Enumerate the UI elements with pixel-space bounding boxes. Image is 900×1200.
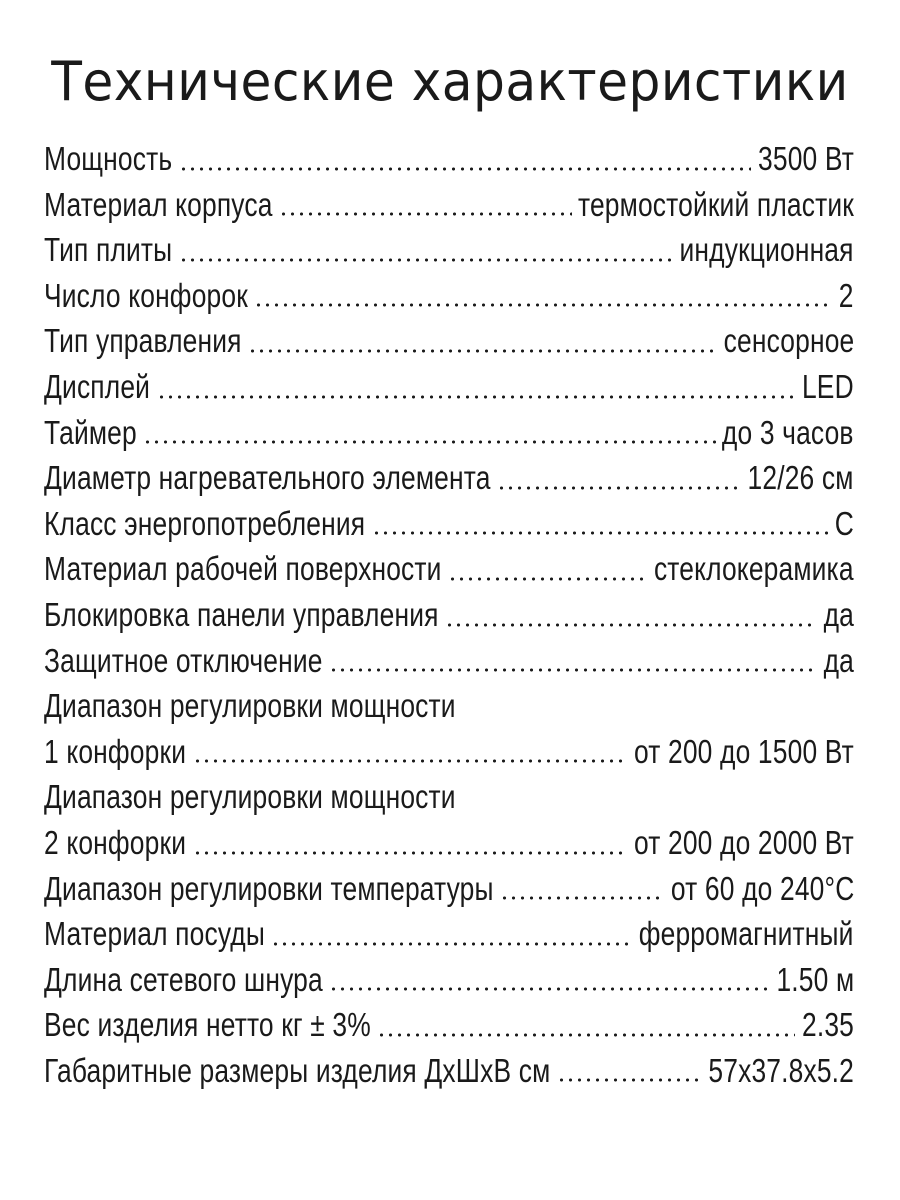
- spec-label: Защитное отключение: [44, 641, 323, 679]
- spec-value: 12/26 см: [747, 459, 854, 497]
- spec-value-wrap: [708, 1048, 854, 1094]
- spec-group-heading-text: Диапазон регулировки мощности: [44, 778, 456, 816]
- spec-row: [44, 182, 854, 228]
- spec-label: Материал посуды: [44, 915, 265, 953]
- spec-value-wrap: [823, 592, 854, 638]
- dot-leader: [254, 303, 833, 307]
- spec-row: [44, 546, 854, 592]
- spec-row: [44, 911, 854, 957]
- spec-label-wrap: [44, 592, 439, 638]
- spec-row: [44, 501, 854, 547]
- spec-value-wrap: [654, 546, 854, 592]
- spec-label: Блокировка панели управления: [44, 595, 439, 633]
- spec-label: Диапазон регулировки температуры: [44, 869, 494, 907]
- spec-label-wrap: [44, 638, 323, 684]
- dot-leader: [329, 987, 770, 991]
- spec-value: 57x37.8x5.2: [708, 1051, 854, 1089]
- spec-value-wrap: [757, 136, 854, 182]
- spec-value-wrap: [670, 866, 854, 912]
- spec-group-heading: [44, 683, 854, 729]
- spec-value-wrap: [802, 364, 854, 410]
- spec-row: [44, 729, 854, 775]
- dot-leader: [445, 623, 817, 627]
- dot-leader: [329, 668, 817, 672]
- spec-label-wrap: [44, 729, 187, 775]
- spec-value: до 3 часов: [722, 413, 854, 451]
- spec-row: [44, 1048, 854, 1094]
- spec-label: Тип управления: [44, 322, 242, 360]
- spec-label: Габаритные размеры изделия ДхШхВ см: [44, 1051, 551, 1089]
- spec-value: от 200 до 2000 Вт: [634, 823, 854, 861]
- spec-value: 1.50 м: [776, 960, 855, 998]
- spec-label-wrap: [44, 273, 248, 319]
- spec-label: Материал рабочей поверхности: [44, 550, 442, 588]
- spec-value: да: [823, 641, 854, 679]
- spec-value-wrap: [639, 911, 854, 957]
- spec-row: [44, 638, 854, 684]
- spec-value: термостойкий пластик: [578, 185, 854, 223]
- spec-row: [44, 957, 854, 1003]
- spec-label: Класс энергопотребления: [44, 504, 366, 542]
- spec-group-heading-text: Диапазон регулировки мощности: [44, 687, 456, 725]
- spec-label-wrap: [44, 318, 242, 364]
- spec-value: 3500 Вт: [757, 140, 854, 177]
- spec-value-wrap: [834, 501, 854, 547]
- spec-value-wrap: [801, 1002, 854, 1048]
- spec-row: [44, 820, 854, 866]
- page-title: Технические характеристики: [51, 50, 849, 113]
- dot-leader: [500, 896, 664, 900]
- dot-leader: [279, 212, 572, 216]
- dot-leader: [448, 577, 648, 581]
- spec-label: 1 конфорки: [44, 732, 187, 770]
- dot-leader: [157, 395, 796, 399]
- spec-label: Тип плиты: [44, 231, 173, 269]
- dot-leader: [271, 942, 633, 946]
- spec-label-wrap: [44, 501, 366, 547]
- spec-value-wrap: [776, 957, 854, 1003]
- spec-value: 2: [839, 276, 854, 314]
- spec-value: LED: [802, 367, 854, 405]
- spec-value-wrap: [823, 638, 854, 684]
- spec-row: [44, 455, 854, 501]
- spec-label: Материал корпуса: [44, 185, 273, 223]
- spec-label: Длина сетевого шнура: [44, 960, 323, 998]
- spec-value: ферромагнитный: [639, 915, 854, 953]
- spec-value: 2.35: [801, 1006, 854, 1044]
- spec-row: [44, 410, 854, 456]
- spec-list: [44, 136, 854, 1093]
- spec-label-wrap: [44, 136, 173, 182]
- spec-value-wrap: [679, 227, 854, 273]
- spec-label-wrap: [44, 866, 494, 912]
- spec-value: сенсорное: [723, 322, 855, 360]
- spec-value: да: [823, 595, 854, 633]
- spec-label-wrap: [44, 410, 137, 456]
- spec-value-wrap: [839, 273, 854, 319]
- spec-row: [44, 1002, 854, 1048]
- spec-label-wrap: [44, 820, 187, 866]
- spec-label-wrap: [44, 546, 442, 592]
- spec-row: [44, 592, 854, 638]
- spec-row: [44, 364, 854, 410]
- dot-leader: [377, 1033, 795, 1037]
- spec-value-wrap: [723, 318, 854, 364]
- spec-row: [44, 227, 854, 273]
- dot-leader: [179, 258, 673, 262]
- spec-label: Дисплей: [44, 367, 151, 405]
- spec-row: [44, 136, 854, 182]
- spec-value-wrap: [634, 729, 854, 775]
- spec-label: Диаметр нагревательного элемента: [44, 459, 491, 497]
- spec-label-wrap: [44, 911, 265, 957]
- dot-leader: [193, 851, 628, 855]
- spec-label: Таймер: [44, 413, 137, 451]
- spec-label-wrap: [44, 227, 173, 273]
- spec-label-wrap: [44, 364, 151, 410]
- dot-leader: [193, 759, 628, 763]
- dot-leader: [248, 349, 717, 353]
- spec-value: от 200 до 1500 Вт: [634, 732, 854, 770]
- spec-row: [44, 273, 854, 319]
- spec-row: [44, 318, 854, 364]
- spec-value-wrap: [634, 820, 854, 866]
- spec-label-wrap: [44, 182, 273, 228]
- spec-value: стеклокерамика: [654, 550, 854, 588]
- spec-row: [44, 866, 854, 912]
- spec-label-wrap: [44, 1048, 551, 1094]
- dot-leader: [179, 167, 751, 171]
- spec-value: C: [834, 504, 854, 542]
- dot-leader: [372, 531, 828, 535]
- spec-value: индукционная: [679, 231, 854, 269]
- spec-value-wrap: [578, 182, 854, 228]
- spec-label: Мощность: [44, 140, 173, 177]
- spec-label: 2 конфорки: [44, 823, 187, 861]
- spec-value-wrap: [722, 410, 854, 456]
- spec-label: Вес изделия нетто кг ± 3%: [44, 1006, 371, 1044]
- spec-label-wrap: [44, 957, 323, 1003]
- spec-label-wrap: [44, 455, 491, 501]
- spec-value-wrap: [747, 455, 854, 501]
- spec-label: Число конфорок: [44, 276, 248, 314]
- spec-value: от 60 до 240°С: [670, 869, 855, 907]
- spec-group-heading: [44, 774, 854, 820]
- dot-leader: [143, 440, 716, 444]
- dot-leader: [557, 1078, 702, 1082]
- spec-label-wrap: [44, 1002, 371, 1048]
- dot-leader: [497, 486, 741, 490]
